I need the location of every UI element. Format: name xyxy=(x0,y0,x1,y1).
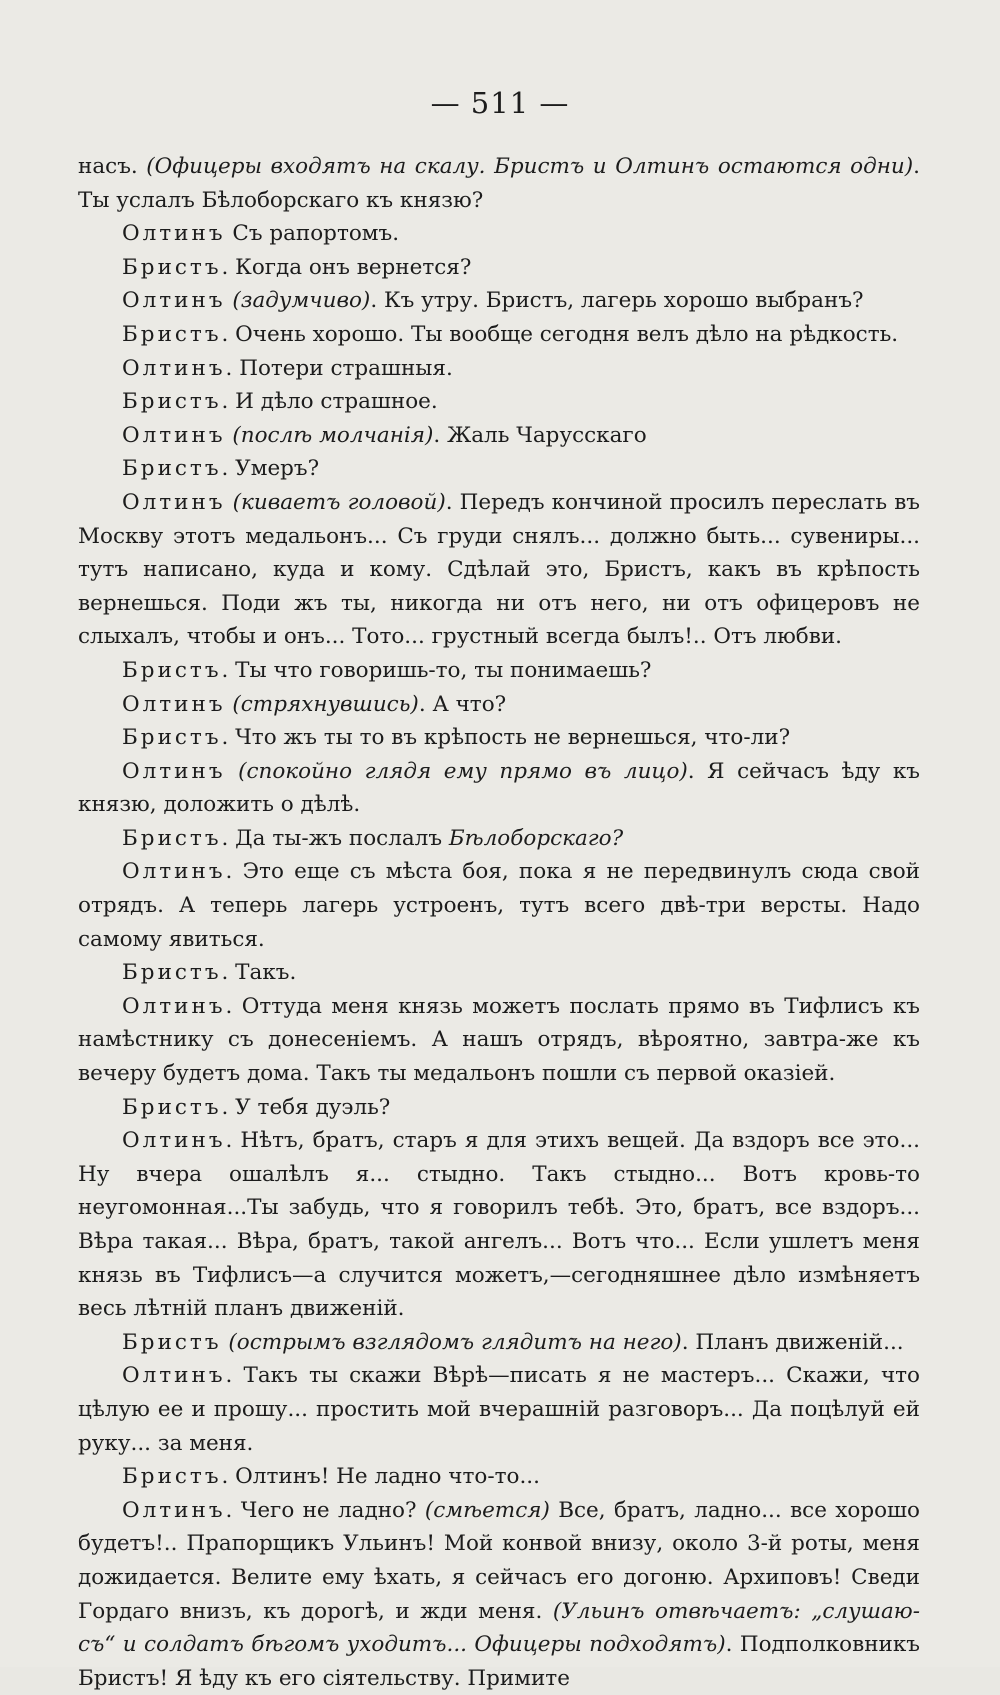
text-paragraph xyxy=(78,1494,920,1695)
speaker-name: Олтинъ xyxy=(122,288,226,314)
dialogue-text: . Оттуда меня князь можетъ послать прямо въ Тифлисъ къ намѣстнику съ донесеніемъ. А нашъ отрядъ, вѣроятно, завтра-же къ вечеру будетъ дома. Такъ ты медальонъ пошли съ первой оказіей. xyxy=(78,993,920,1087)
text-paragraph xyxy=(78,318,920,352)
dialogue-text: . Чего не ладно? xyxy=(225,1497,425,1523)
dialogue-text: . Подполковникъ Бристъ! Я ѣду къ его сіятельству. Примите xyxy=(78,1632,920,1691)
stage-direction: Бѣлоборскаго? xyxy=(448,825,624,851)
dialogue-text: Все, братъ, ладно... все хорошо будетъ!.. Прапорщикъ Ульинъ! Мой конвой внизу, около 3-й роты, меня дожидается. Велите ему ѣхать, я сейчасъ его догоню. Архиповъ! Сведи Гордаго внизъ, къ дорогѣ, и жди меня. xyxy=(78,1497,920,1624)
text-paragraph xyxy=(78,385,920,419)
speaker-name: Бристъ xyxy=(122,1329,222,1355)
dialogue-text: . Умеръ? xyxy=(221,456,320,482)
stage-direction: (спокойно глядя ему прямо въ лицо) xyxy=(238,758,688,784)
dialogue-text: насъ. xyxy=(78,154,147,179)
dialogue-text: . Очень хорошо. Ты вообще сегодня велъ дѣло на рѣдкость. xyxy=(221,321,899,347)
text-paragraph xyxy=(78,1124,920,1326)
dialogue-text: . Нѣтъ, братъ, старъ я для этихъ вещей. Да вздоръ все это... Ну вчера ошалѣлъ я... стыдно. Такъ стыдно... Вотъ кровь-то неугомонная...Ты забудь, что я говорилъ тебѣ. Это, братъ, все вздоръ... Вѣра такая... Вѣра, братъ, такой ангелъ... Вотъ что... Если ушлетъ меня князь въ Тифлисъ—а случится можетъ,—сегодняшнее дѣло измѣняетъ весь лѣтній планъ движеній. xyxy=(78,1128,920,1322)
speaker-name: Олтинъ xyxy=(122,691,226,717)
stage-direction: (смѣется) xyxy=(424,1497,550,1523)
stage-direction: (киваетъ головой) xyxy=(232,489,446,515)
dialogue-text: . Это еще съ мѣста боя, пока я не передвинулъ сюда свой отрядъ. А теперь лагерь устроенъ, тутъ всего двѣ-три версты. Надо самому явиться. xyxy=(78,859,920,952)
text-paragraph xyxy=(78,688,920,722)
text-paragraph xyxy=(78,419,920,453)
text-paragraph xyxy=(78,217,920,251)
text-paragraph xyxy=(78,486,920,654)
speaker-name: Бристъ xyxy=(122,456,222,482)
speaker-name: Олтинъ xyxy=(122,221,226,247)
dialogue-text: . Жаль Чарусскаго xyxy=(433,422,647,448)
speaker-name: Бристъ xyxy=(122,825,222,851)
dialogue-text: . Да ты-жъ послалъ xyxy=(221,825,449,851)
text-paragraph xyxy=(78,654,920,688)
speaker-name: Бристъ xyxy=(122,321,222,347)
text-paragraph xyxy=(78,1326,920,1360)
dialogue-text: . У тебя дуэль? xyxy=(221,1094,391,1120)
dialogue-text: . А что? xyxy=(418,691,507,717)
page-text xyxy=(78,150,920,1695)
stage-direction: (задумчиво) xyxy=(232,288,371,314)
speaker-name: Олтинъ xyxy=(122,422,226,448)
text-paragraph xyxy=(78,1460,920,1494)
speaker-name: Бристъ xyxy=(122,1464,222,1490)
text-paragraph xyxy=(78,251,920,285)
dialogue-text xyxy=(226,490,233,515)
stage-direction: (послѣ молчанія) xyxy=(232,422,434,448)
stage-direction: (стряхнувшись) xyxy=(232,691,419,717)
speaker-name: Олтинъ xyxy=(122,993,226,1019)
dialogue-text: . Передъ кончиной просилъ переслать въ Москву этотъ медальонъ... Съ груди снялъ... должно быть... сувениры... тутъ написано, куда и кому. Сдѣлай это, Бристъ, какъ въ крѣпость вернешься. Поди жъ ты, никогда ни отъ него, ни отъ офицеровъ не слыхалъ, чтобы и онъ... Тото... грустный всегда былъ!.. Отъ любви. xyxy=(78,489,920,650)
text-paragraph xyxy=(78,150,920,217)
dialogue-text: . Олтинъ! Не ладно что-то... xyxy=(221,1464,540,1490)
speaker-name: Олтинъ xyxy=(122,758,226,784)
dialogue-text: . Ты что говоришь-то, ты понимаешь? xyxy=(221,657,652,683)
text-paragraph xyxy=(78,284,920,318)
text-paragraph xyxy=(78,855,920,956)
text-paragraph xyxy=(78,755,920,822)
speaker-name: Олтинъ xyxy=(122,489,226,515)
stage-direction: (Ульинъ отвѣчаетъ: „слушаю-съ“ и солдатъ бѣгомъ уходитъ... Офицеры подходятъ) xyxy=(78,1598,920,1658)
speaker-name: Бристъ xyxy=(122,389,222,415)
dialogue-text xyxy=(226,759,239,784)
speaker-name: Олтинъ xyxy=(122,1497,226,1523)
speaker-name: Олтинъ xyxy=(122,859,226,885)
dialogue-text: . Я сейчасъ ѣду къ князю, доложить о дѣлѣ. xyxy=(78,758,920,818)
dialogue-text: . Къ утру. Бристъ, лагерь хорошо выбранъ? xyxy=(370,288,864,314)
text-paragraph xyxy=(78,352,920,386)
page-number: — 511 — xyxy=(430,86,570,120)
dialogue-text: . Такъ ты скажи Вѣрѣ—писать я не мастеръ... Скажи, что цѣлую ее и прошу... простить мой вчерашній разговоръ... Да поцѣлуй ей руку... за меня. xyxy=(78,1363,920,1456)
text-paragraph xyxy=(78,990,920,1091)
speaker-name: Бристъ xyxy=(122,1094,222,1120)
speaker-name: Олтинъ xyxy=(122,355,226,381)
dialogue-text: . Когда онъ вернется? xyxy=(221,254,472,280)
dialogue-text: . Ты услалъ Бѣлоборскаго къ князю? xyxy=(78,154,920,213)
text-paragraph xyxy=(78,822,920,856)
text-paragraph xyxy=(78,452,920,486)
speaker-name: Олтинъ xyxy=(122,1128,226,1154)
text-paragraph xyxy=(78,1091,920,1125)
text-paragraph xyxy=(78,956,920,990)
speaker-name: Бристъ xyxy=(122,657,222,683)
text-paragraph xyxy=(78,1359,920,1460)
speaker-name: Бристъ xyxy=(122,960,222,986)
dialogue-text: . И дѣло страшное. xyxy=(221,389,438,415)
text-paragraph xyxy=(78,721,920,755)
speaker-name: Олтинъ xyxy=(122,1363,226,1389)
dialogue-text: . Такъ. xyxy=(221,960,297,986)
stage-direction: (Офицеры входятъ на скалу. Бристъ и Олтинъ остаются одни) xyxy=(146,154,914,179)
dialogue-text: . Что жъ ты то въ крѣпость не вернешься, что-ли? xyxy=(221,725,791,751)
stage-direction: (острымъ взглядомъ глядитъ на него) xyxy=(228,1329,682,1355)
speaker-name: Бристъ xyxy=(122,254,222,280)
dialogue-text: . Планъ движеній... xyxy=(681,1329,904,1355)
speaker-name: Бристъ xyxy=(122,725,222,751)
dialogue-text: Съ рапортомъ. xyxy=(225,221,400,247)
dialogue-text: . Потери страшныя. xyxy=(225,355,453,381)
